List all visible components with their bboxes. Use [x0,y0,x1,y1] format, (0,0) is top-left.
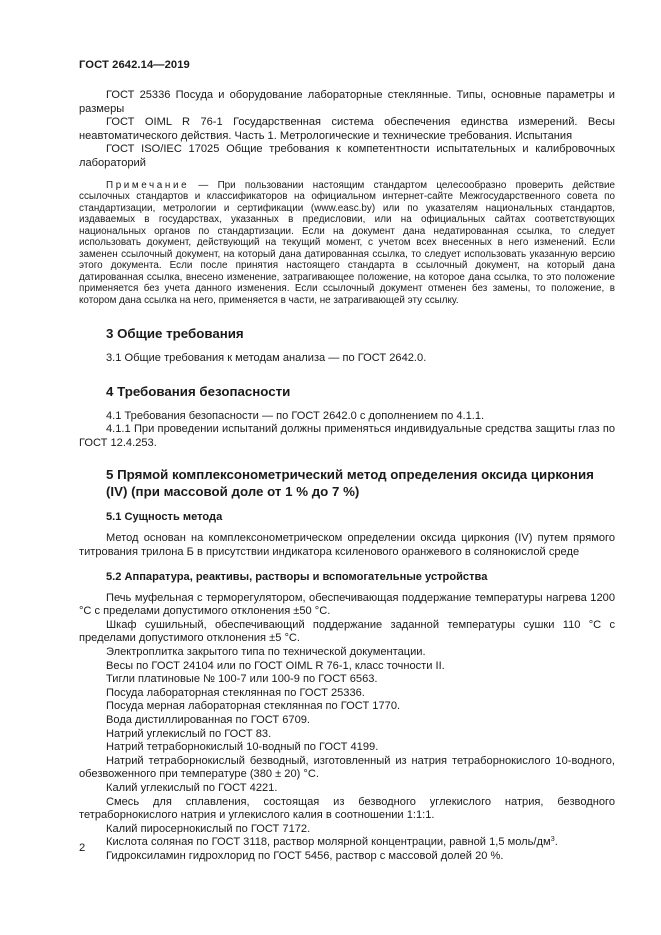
list-item: Посуда лабораторная стеклянная по ГОСТ 25336. [106,686,365,699]
list-item: Калий углекислый по ГОСТ 4221. [106,781,278,794]
list-item: Тигли платиновые № 100-7 или 100-9 по ГОСТ 6563. [106,673,378,686]
note-text: — При пользовании настоящим стандартом целесообразно проверить действие ссылочных стандартов и классификаторов на официальном интернет-сайте Межгосударственного совета по стандартизации, метрологии и сертификации (www.easc.by) или по указателям национальных стандартов, издаваемых в государствах, указанных в предисловии, или на официальных сайтах соответствующих национальных органов по стандартизации. Если на документ дана недатированная ссылка, то следует использовать документ, действующий на текущий момент, с учетом всех внесенных в него изменений. Если заменен ссылочный документ, на который дана датированная ссылка, то следует использовать указанную версию этого документа. Если после принятия настоящего стандарта в ссылочный документ, на который дана датированная ссылка, внесено изменение, затрагивающее положение, на которое дана ссылка, то это положение применяется без учета данного изменения. Если ссылочный документ отменен без замены, то положение, в котором дана ссылка на него, применяется в части, не затрагивающей эту ссылку. [79,179,615,306]
list-item: Натрий тетраборнокислый 10-водный по ГОСТ 4199. [106,741,379,754]
reference-entry: ГОСТ ISO/IEC 17025 Общие требования к компетентности испытательных и калибровочных лабораторий [79,143,615,169]
section-3-heading: 3 Общие требования [106,326,244,342]
superscript: 3 [550,834,555,844]
list-item-text: Кислота соляная по ГОСТ 3118, раствор молярной концентрации, равной 1,5 моль/дм [106,836,551,849]
document-header: ГОСТ 2642.14—2019 [79,59,190,71]
document-body [79,89,615,864]
note-paragraph [79,180,615,307]
reference-entry: ГОСТ OIML R 76-1 Государственная система обеспечения единства измерений. Весы неавтоматического действия. Часть 1. Метрологические и технические требования. Испытания [79,116,615,142]
list-item: Смесь для сплавления, состоящая из безводного углекислого натрия, безводного тетраборнокислого натрия и углекислого калия в соотношении 1:1:1. [79,795,615,822]
list-item: Калий пиросернокислый по ГОСТ 7172. [106,822,311,835]
note-label: Примечание [106,179,190,191]
list-item-text-end: . [554,836,558,849]
section-5-heading: 5 Прямой комплексонометрический метод определения оксида циркония (IV) (при массовой доле от 1 % до 7 %) [106,467,594,499]
section-4-1-text: 4.1 Требования безопасности — по ГОСТ 2642.0 с дополнением по 4.1.1. [106,409,485,422]
section-4-1-1-text: 4.1.1 При проведении испытаний должны применяться индивидуальные средства защиты глаз по ГОСТ 12.4.253. [79,423,615,449]
list-item: Натрий углекислый по ГОСТ 83. [106,727,272,740]
section-5-1-text: Метод основан на комплексонометрическом определении оксида циркония (IV) путем прямого титрования трилона Б в присутствии индикатора ксиленового оранжевого в солянокислой среде [79,532,615,559]
section-5-1-heading: 5.1 Сущность метода [106,511,223,524]
section-3-1-text: 3.1 Общие требования к методам анализа — по ГОСТ 2642.0. [106,352,427,365]
list-item: Вода дистиллированная по ГОСТ 6709. [106,713,311,726]
list-item: Печь муфельная с терморегулятором, обеспечивающая поддержание температуры нагрева 1200 °С с пределами допустимого отклонения ±50 °С. [79,591,615,618]
section-5-2-heading: 5.2 Аппаратура, реактивы, растворы и вспомогательные устройства [106,570,488,583]
list-item: Весы по ГОСТ 24104 или по ГОСТ OIML R 76-1, класс точности II. [106,659,445,672]
list-item: Электроплитка закрытого типа по технической документации. [106,646,426,658]
list-item: Натрий тетраборнокислый безводный, изготовленный из натрия тетраборнокислого 10-водного, обезвоженного при температуре (380 ± 20) °С. [79,754,615,781]
list-item: Шкаф сушильный, обеспечивающий поддержание заданной температуры сушки 110 °С с пределами допустимого отклонения ±5 °С. [79,618,615,645]
list-item [79,836,615,850]
equipment-list [79,592,615,864]
reference-entry: ГОСТ 25336 Посуда и оборудование лабораторные стеклянные. Типы, основные параметры и размеры [79,89,615,115]
list-item: Гидроксиламин гидрохлорид по ГОСТ 5456, раствор с массовой долей 20 %. [106,849,504,862]
list-item: Посуда мерная лабораторная стеклянная по ГОСТ 1770. [106,700,401,713]
section-4-heading: 4 Требования безопасности [106,383,291,399]
page-number: 2 [79,842,86,854]
